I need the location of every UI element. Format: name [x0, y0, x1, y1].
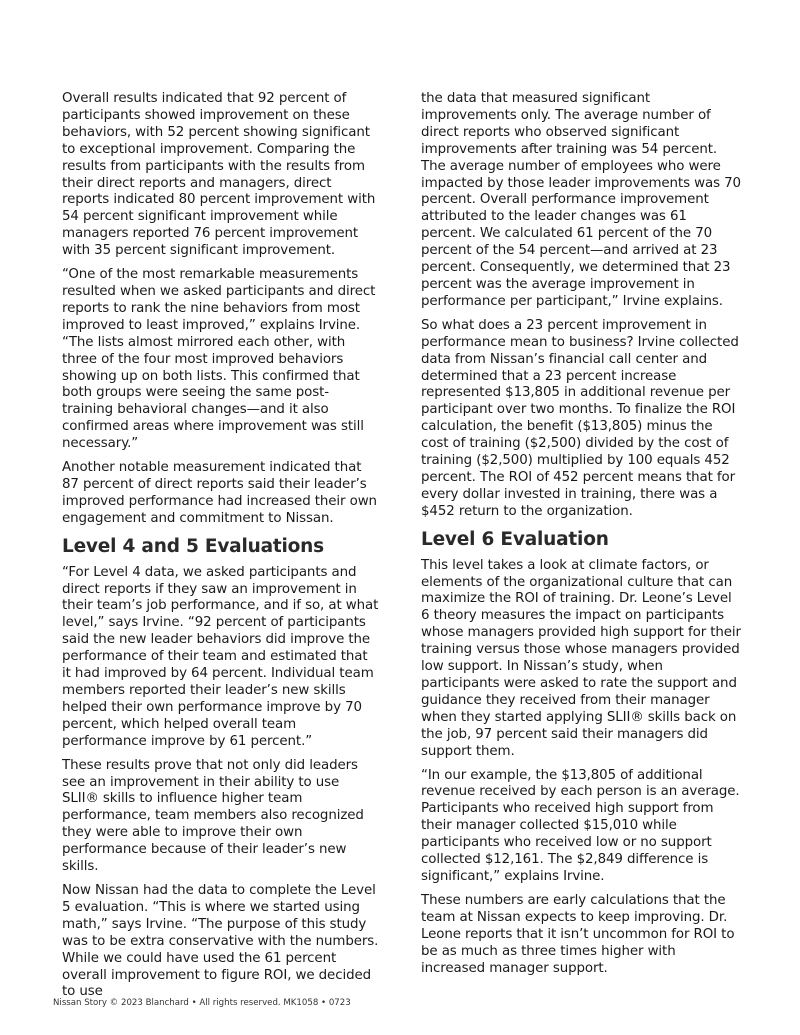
heading-level-4-5: Level 4 and 5 Evaluations [62, 535, 324, 557]
paragraph-early-calculations: These numbers are early calculations that the team at Nissan expects to keep improving. Dr. Leone reports that it isn’t uncommon for ROI to be as much as three times higher with increased manager support. [421, 892, 735, 976]
paragraph-results-prove: These results prove that not only did leaders see an improvement in their ability to use SLII® skills to influence higher team performance, team members also recognized they were able to improve their own performance because of their leader’s new skills. [62, 757, 364, 875]
paragraph-overall-results: Overall results indicated that 92 percent of participants showed improvement on these behaviors, with 52 percent showing significant to exceptional improvement. Comparing the results from participants with the results from their direct reports and managers, direct reports indicated 80 percent improvement with 54 percent significant improvement while managers reported 76 percent improvement with 35 percent significant improvement. [62, 91, 376, 259]
paragraph-support-example: “In our example, the $13,805 of additional revenue received by each person is an average. Participants who received high support from their manager collected $15,010 while participants who received low or no support collected $12,161. The $2,849 difference is significant,” explains Irvine. [421, 767, 740, 884]
paragraph-level-4-data: “For Level 4 data, we asked participants and direct reports if they saw an improvement in their team’s job performance, and if so, at what level,” says Irvine. “92 percent of participants said the new leader behaviors did improve the performance of their team and estimated that it had improved by 64 percent. Individual team members reported their leader’s new skills helped their own performance improve by 70 percent, which helped overall team performance improve by 61 percent.” [62, 564, 379, 749]
paragraph-roi-calculation: So what does a 23 percent improvement in performance mean to business? Irvine collected data from Nissan’s financial call center and determined that a 23 percent increase represented $13,805 in additional revenue per participant over two months. To finalize the ROI calculation, the benefit ($13,805) minus the cost of training ($2,500) divided by the cost of training ($2,500) multiplied by 100 equals 452 percent. The ROI of 452 percent means that for every dollar invested in training, there was a $452 return to the organization. [421, 317, 739, 519]
paragraph-climate-factors: This level takes a look at climate factors, or elements of the organizational culture that can maximize the ROI of training. Dr. Leone’s Level 6 theory measures the impact on participants whose managers provided high support for their training versus those whose managers provided low support. In Nissan’s study, when participants were asked to rate the support and guidance they received from their manager when they started applying SLII® skills back on the job, 97 percent said their managers did support them. [421, 557, 741, 759]
paragraph-remarkable-measurements: “One of the most remarkable measurements resulted when we asked participants and direct reports to rank the nine behaviors from most improved to least improved,” explains Irvine. “The lists almost mirrored each other, with three of the four most improved behaviors showing up on both lists. This confirmed that both groups were seeing the same post-training behavioral changes—and it also confirmed areas where improvement was still necessary.” [62, 267, 376, 452]
paragraph-notable-measurement: Another notable measurement indicated that 87 percent of direct reports said their leader’s improved performance had increased their own engagement and commitment to Nissan. [62, 460, 377, 526]
paragraph-significant-improvements: the data that measured significant improvements only. The average number of direct reports who observed significant improvements after training was 54 percent. The average number of employees who were impacted by those leader improvements was 70 percent. Overall performance improvement attributed to the leader changes was 61 percent. We calculated 61 percent of the 70 percent of the 54 percent—and arrived at 23 percent. Consequently, we determined that 23 percent was the average improvement in performance per participant,” Irvine explains. [421, 91, 741, 309]
heading-level-6: Level 6 Evaluation [421, 528, 609, 550]
right-column [421, 91, 743, 984]
paragraph-level-5-evaluation: Now Nissan had the data to complete the Level 5 evaluation. “This is where we started using math,” says Irvine. “The purpose of this study was to be extra conservative with the numbers. While we could have used the 61 percent overall improvement to figure ROI, we decided to use [62, 882, 379, 1000]
page-footer: Nissan Story © 2023 Blanchard • All rights reserved. MK1058 • 0723 [53, 998, 351, 1008]
left-column [62, 91, 380, 1008]
